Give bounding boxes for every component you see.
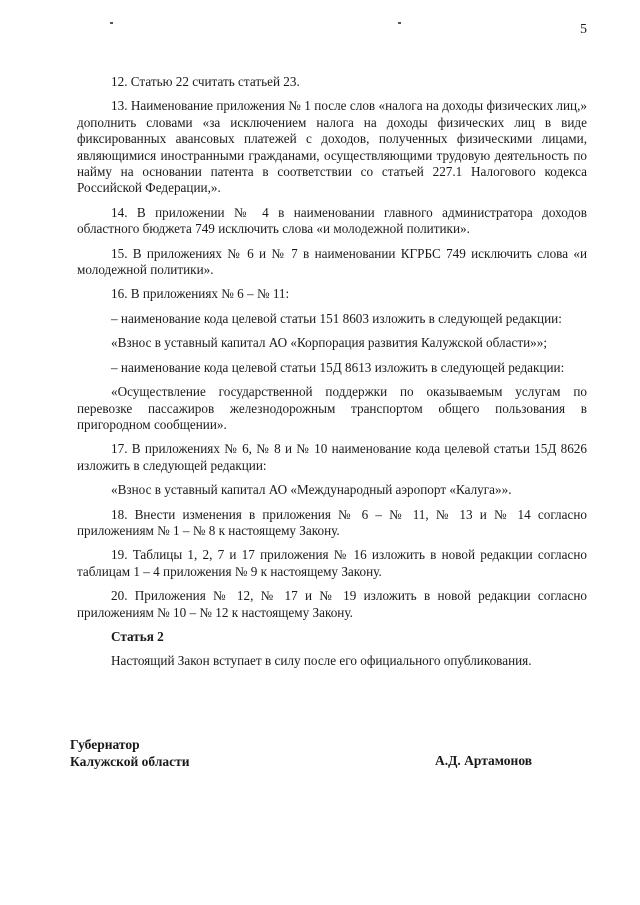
signature-title-line-1: Губернатор [70, 737, 140, 752]
article-heading: Статья 2 [111, 628, 164, 644]
paragraph-16-item-2: – наименование кода целевой статьи 15Д 8613 изложить в следующей редакции: [111, 359, 565, 375]
paragraph-16: 16. В приложениях № 6 – № 11: [111, 286, 290, 302]
paragraph-17: 17. В приложениях № 6, № 8 и № 10 наименование кода целевой статьи 15Д 8626 изложить в следующей редакции: [77, 441, 587, 473]
paragraph-17-quote: «Взнос в уставный капитал АО «Международный аэропорт «Калуга»». [111, 482, 512, 498]
page-number: 5 [580, 22, 587, 37]
paragraph-12: 12. Статью 22 считать статьей 23. [111, 74, 300, 89]
paragraph-20: 20. Приложения № 12, № 17 и № 19 изложить в новой редакции согласно приложениям № 10 – № 12 к настоящему Закону. [77, 588, 587, 620]
paragraph-13: 13. Наименование приложения № 1 после слов «налога на доходы физических лиц,» дополнить словами «за исключением налога на доходы физических лиц в виде фиксированных авансовых платежей с доходов, полученных физическими лицами, являющимися иностранными гражданами, осуществляющими трудовую деятельность по найму на основании патента в соответствии со статьей 227.1 Налогового кодекса Российской Федерации,». [77, 98, 587, 196]
paragraph-16-quote-1: «Взнос в уставный капитал АО «Корпорация развития Калужской области»»; [111, 335, 547, 351]
paragraph-15: 15. В приложениях № 6 и № 7 в наименовании КГРБС 749 исключить слова «и молодежной политики». [77, 245, 587, 278]
signature-name: А.Д. Артамонов [435, 753, 533, 768]
paragraph-18: 18. Внести изменения в приложения № 6 – № 11, № 13 и № 14 согласно приложениям № 1 – № 8 к настоящему Закону. [77, 506, 587, 538]
paragraph-16-quote-2: «Осуществление государственной поддержки по оказываемым услугам по перевозке пассажиров железнодорожным транспортом общего пользования в пригородном сообщении». [77, 384, 587, 432]
article-2-text: Настоящий Закон вступает в силу после его официального опубликования. [111, 653, 532, 669]
paragraph-16-item-1: – наименование кода целевой статьи 151 8603 изложить в следующей редакции: [111, 310, 562, 326]
paragraph-19: 19. Таблицы 1, 2, 7 и 17 приложения № 16 изложить в новой редакции согласно таблицам 1 – 4 приложения № 9 к настоящему Закону. [77, 547, 587, 579]
signature-title [70, 736, 190, 770]
signature-title-line-2: Калужской области [70, 754, 190, 769]
scan-mark [110, 22, 113, 24]
document-body [77, 74, 587, 678]
paragraph-14: 14. В приложении № 4 в наименовании главного администратора доходов областного бюджета 749 исключить слова «и молодежной политики». [77, 204, 587, 237]
scan-mark [398, 22, 401, 24]
